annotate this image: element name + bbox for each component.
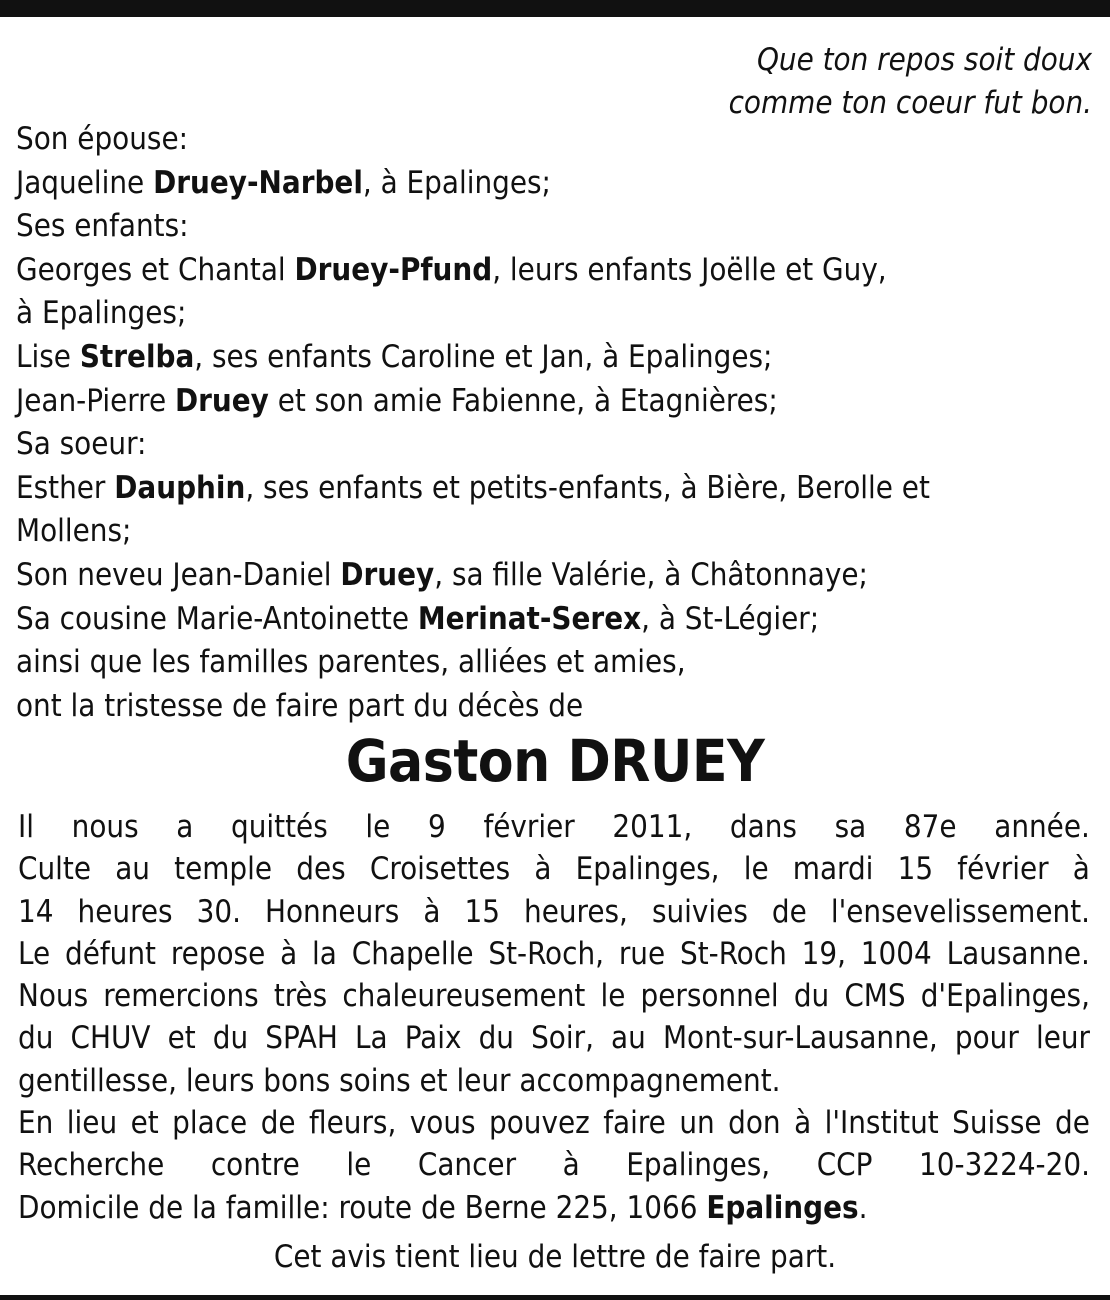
text: Georges et Chantal: [16, 251, 295, 288]
word: lieu: [66, 1105, 118, 1142]
word: quittés: [231, 809, 328, 845]
word: du: [18, 1020, 54, 1057]
details-line-justified: [18, 1102, 1090, 1144]
word: au: [115, 851, 150, 888]
word: La: [354, 1020, 388, 1057]
word: à: [280, 935, 298, 972]
word: rue: [618, 935, 666, 972]
text: Sa cousine Marie-Antoinette: [16, 600, 418, 637]
word: pouvez: [489, 1105, 590, 1142]
word: 10-3224-20.: [919, 1147, 1090, 1184]
word: 2011,: [612, 809, 693, 845]
surname: Druey-Pfund: [294, 251, 493, 288]
word: au: [611, 1020, 646, 1057]
family-line: [16, 467, 1096, 511]
word: CMS: [844, 978, 906, 1015]
word: de: [771, 893, 807, 930]
text: , à Epalinges;: [362, 164, 551, 201]
details-line-justified: [18, 806, 1090, 848]
family-line: [16, 685, 1096, 729]
word: Chapelle: [351, 935, 474, 972]
word: l'Institut: [824, 1105, 939, 1142]
deceased-name: Gaston DRUEY: [345, 727, 765, 795]
town: Epalinges: [706, 1189, 859, 1226]
details-line-justified: [18, 1017, 1090, 1059]
word: de: [260, 1105, 296, 1142]
word: le: [743, 851, 769, 888]
text: Sa soeur:: [16, 426, 147, 463]
word: à: [1072, 851, 1090, 888]
word: vous: [409, 1105, 476, 1142]
surname: Merinat-Serex: [417, 600, 642, 637]
epigraph-line-1: Que ton repos soit doux: [756, 42, 1092, 78]
word: 15: [897, 851, 934, 888]
word: un: [679, 1105, 715, 1142]
word: à: [423, 893, 441, 930]
word: faire: [603, 1105, 666, 1142]
details-line-justified: [18, 848, 1090, 890]
details-line: gentillesse, leurs bons soins et leur accompagnement.: [18, 1062, 781, 1099]
word: suivies: [651, 893, 748, 930]
text: Domicile de la famille: route de Berne 225, 1066: [18, 1189, 707, 1226]
word: En: [18, 1105, 54, 1142]
word: des: [296, 851, 346, 888]
text: , sa fille Valérie, à Châtonnaye;: [434, 556, 868, 593]
text: ainsi que les familles parentes, alliées et amies,: [16, 644, 686, 681]
word: leur: [1035, 1020, 1090, 1057]
word: fleurs,: [309, 1105, 397, 1142]
word: du: [212, 1020, 249, 1057]
word: place: [172, 1105, 248, 1142]
word: et: [167, 1020, 196, 1057]
word: dans: [729, 809, 797, 845]
word: le: [346, 1147, 372, 1184]
word: défunt: [65, 935, 156, 972]
family-line: [16, 554, 1096, 598]
word: pour: [954, 1020, 1019, 1057]
details-line-justified: [18, 1144, 1090, 1186]
word: Soir,: [531, 1020, 594, 1057]
word: et: [130, 1105, 159, 1142]
closing-note: Cet avis tient lieu de lettre de faire part.: [273, 1239, 837, 1275]
surname: Strelba: [79, 338, 195, 375]
word: Epalinges,: [626, 1147, 771, 1184]
word: nous: [71, 809, 139, 845]
surname: Druey-Narbel: [153, 164, 363, 201]
word: de: [1055, 1105, 1090, 1142]
family-line: [16, 510, 1096, 554]
family-line: [16, 598, 1096, 642]
word: 30.: [196, 893, 241, 930]
word: d'Epalinges,: [920, 978, 1090, 1015]
word: mardi: [792, 851, 874, 888]
details-line-justified: [18, 891, 1090, 933]
word: année.: [994, 809, 1090, 845]
word: CHUV: [70, 1020, 151, 1057]
details-line: [18, 1187, 1090, 1229]
text: , ses enfants Caroline et Jan, à Epalinges;: [194, 338, 773, 375]
family-announcement: [16, 118, 1096, 728]
family-line: [16, 423, 1096, 467]
epigraph: [729, 39, 1092, 125]
word: Il: [18, 809, 34, 845]
family-line: [16, 380, 1096, 424]
surname: Druey: [340, 556, 435, 593]
word: février: [957, 851, 1049, 888]
epigraph-line-2: comme ton coeur fut bon.: [728, 85, 1092, 121]
word: Epalinges,: [575, 851, 720, 888]
text: Son neveu Jean-Daniel: [16, 556, 341, 593]
word: le: [365, 809, 391, 845]
text: Jean-Pierre: [16, 382, 175, 419]
word: personnel: [640, 978, 779, 1015]
word: à: [562, 1147, 580, 1184]
word: heures: [77, 893, 173, 930]
text: , ses enfants et petits-enfants, à Bière, Berolle et: [245, 469, 930, 506]
word: repose: [170, 935, 266, 972]
text: Lise: [16, 338, 80, 375]
word: l'ensevelissement.: [830, 893, 1090, 930]
word: heures,: [524, 893, 628, 930]
word: la: [312, 935, 337, 972]
word: Paix: [404, 1020, 462, 1057]
word: Lausanne.: [946, 935, 1090, 972]
text: Esther: [16, 469, 115, 506]
word: le: [600, 978, 626, 1015]
word: don: [728, 1105, 781, 1142]
word: contre: [210, 1147, 300, 1184]
text: Jaqueline: [16, 164, 154, 201]
family-line: [16, 292, 1096, 336]
word: 14: [18, 893, 54, 930]
word: Cancer: [417, 1147, 517, 1184]
word: 9: [428, 809, 446, 845]
word: Suisse: [952, 1105, 1042, 1142]
word: 1004: [860, 935, 932, 972]
details-line-justified: [18, 975, 1090, 1017]
word: St-Roch,: [488, 935, 604, 972]
family-line: [16, 641, 1096, 685]
details-line-justified: [18, 933, 1090, 975]
bottom-border-rule: [0, 1295, 1110, 1300]
word: à: [794, 1105, 812, 1142]
surname: Dauphin: [114, 469, 246, 506]
text: .: [858, 1189, 868, 1226]
family-line: [16, 162, 1096, 206]
word: Le: [18, 935, 51, 972]
word: très: [273, 978, 328, 1015]
word: du: [478, 1020, 514, 1057]
word: SPAH: [265, 1020, 338, 1057]
word: CCP: [816, 1147, 873, 1184]
text: Mollens;: [16, 513, 132, 550]
text: Son épouse:: [16, 121, 189, 157]
text: , à St-Légier;: [641, 600, 820, 637]
word: à: [534, 851, 552, 888]
word: Honneurs: [265, 893, 400, 930]
service-details: [18, 806, 1090, 1229]
word: 15: [464, 893, 500, 930]
text: , leurs enfants Joëlle et Guy,: [492, 251, 887, 288]
family-line: [16, 249, 1096, 293]
text: ont la tristesse de faire part du décès de: [16, 687, 584, 724]
word: sa: [834, 809, 867, 845]
family-line: [16, 118, 1096, 162]
word: St-Roch: [679, 935, 787, 972]
word: chaleureusement: [342, 978, 586, 1015]
word: remercions: [103, 978, 259, 1015]
text: à Epalinges;: [16, 295, 187, 332]
word: 19,: [801, 935, 846, 972]
top-border-rule: [0, 0, 1110, 17]
surname: Druey: [174, 382, 269, 419]
word: février: [483, 809, 575, 845]
word: temple: [174, 851, 273, 888]
text: et son amie Fabienne, à Etagnières;: [268, 382, 778, 419]
family-line: [16, 336, 1096, 380]
word: Mont-sur-Lausanne,: [662, 1020, 938, 1057]
word: Nous: [18, 978, 89, 1015]
word: Recherche: [18, 1147, 165, 1184]
word: du: [793, 978, 830, 1015]
word: 87e: [903, 809, 957, 845]
word: a: [176, 809, 194, 845]
text: Ses enfants:: [16, 208, 189, 245]
word: Culte: [18, 851, 92, 888]
word: Croisettes: [369, 851, 511, 888]
family-line: [16, 205, 1096, 249]
